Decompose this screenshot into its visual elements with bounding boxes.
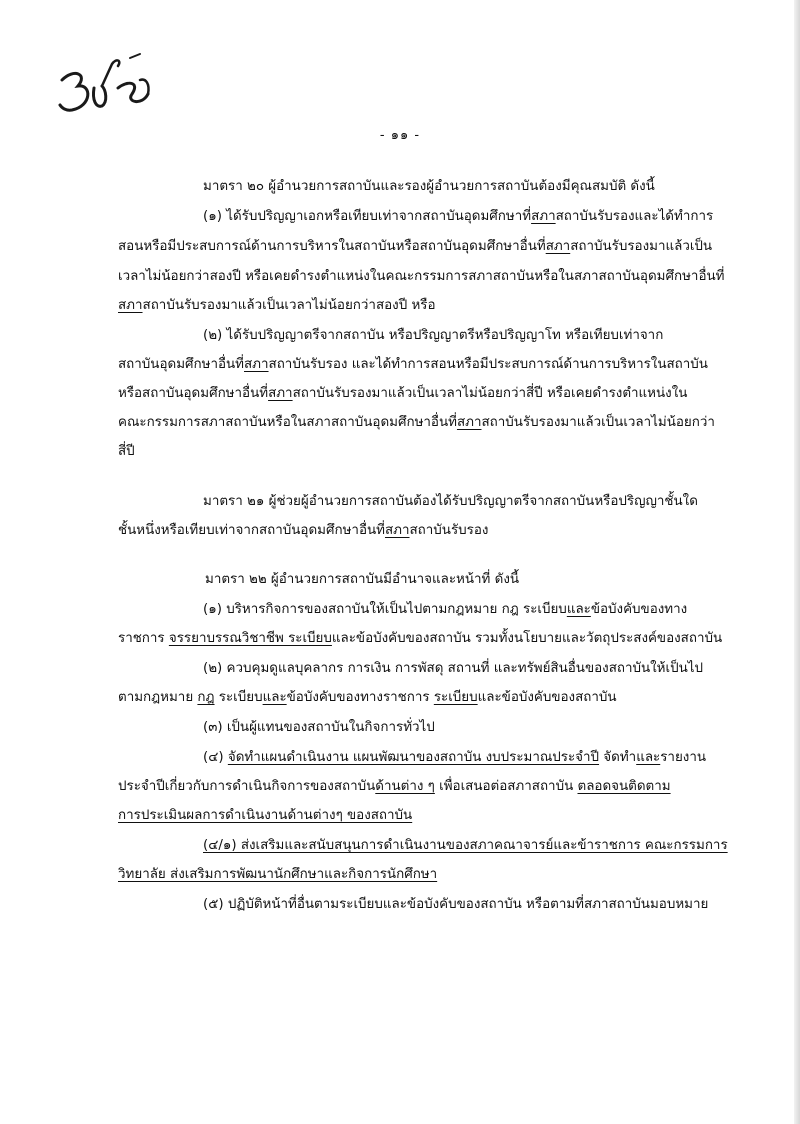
section-22-item-4-line-2 (118, 777, 671, 797)
section-20-item-1-line-3: เวลาไม่น้อยกว่าสองปี หรือเคยดำรงตำแหน่งในคณะกรรมการสภาสถาบันหรือในสภาสถาบันอุดมศึกษาอื่นที่ (118, 269, 725, 284)
section-20-item-2-line-5: สี่ปี (118, 444, 135, 459)
page-number: - ๑๑ - (379, 128, 421, 143)
text-run: สถาบันรับรองและได้ทำการ (555, 209, 714, 224)
section-22-heading: มาตรา ๒๒ ผู้อำนวยการสถาบันมีอำนาจและหน้าที่ ดังนี้ (205, 572, 520, 587)
text-run: คณะกรรมการสภาสถาบันหรือในสภาสถาบันอุดมศึกษาอื่นที่ (118, 415, 457, 430)
text-run: เพื่อเสนอต่อสภาสถาบัน (434, 779, 578, 794)
text-run: (๑) ได้รับปริญญาเอกหรือเทียบเท่าจากสถาบันอุดมศึกษาที่ (203, 209, 532, 224)
section-22-item-2-line-2 (118, 688, 617, 708)
text-run: ข้อบังคับของทางราชการ (286, 690, 434, 705)
scan-edge-shadow (794, 0, 800, 1124)
text-run: สถาบันรับรองมาแล้วเป็นเวลาไม่น้อยกว่าสี่ปี หรือเคยดำรงตำแหน่งใน (292, 386, 688, 401)
section-20-item-1-line-2 (118, 237, 712, 257)
underlined-text: สภา (531, 209, 556, 224)
text-run: สถาบันอุดมศึกษาอื่นที่ (118, 357, 244, 372)
text-run: สถาบันรับรองมาแล้วเป็น (570, 239, 713, 254)
underlined-text: และ (636, 750, 661, 765)
text-run: สอนหรือมีประสบการณ์ด้านการบริหารในสถาบันหรือสถาบันอุดมศึกษาอื่นที่ (118, 239, 546, 254)
text-run: ราชการ (118, 631, 169, 646)
text-run: ประจำปีเกี่ยวกับการดำเนินกิจการของสถาบัน (118, 779, 376, 794)
text-run: ชั้นหนึ่งหรือเทียบเท่าจากสถาบันอุดมศึกษาอื่นที่ (118, 523, 385, 538)
section-20-heading: มาตรา ๒๐ ผู้อำนวยการสถาบันและรองผู้อำนวยการสถาบันต้องมีคุณสมบัติ ดังนี้ (203, 179, 655, 194)
text-run: จัดทำ (599, 750, 637, 765)
text-run: รายงาน (660, 750, 707, 765)
text-run: ระเบียบ (214, 690, 263, 705)
text-run: (๑) บริหารกิจการของสถาบันให้เป็นไปตามกฎหมาย กฎ ระเบียบ (203, 602, 567, 617)
text-run: สถาบันรับรองมาแล้วเป็นเวลาไม่น้อยกว่า (481, 415, 715, 430)
underlined-text: ด้านต่าง ๆ (375, 779, 435, 794)
section-22-item-1-line-1 (203, 600, 687, 620)
section-20-item-2-line-4 (118, 413, 715, 433)
underlined-text: กฎ (197, 690, 215, 705)
text-run: สถาบันรับรอง และได้ทำการสอนหรือมีประสบการณ์ด้านการบริหารในสถาบัน (268, 357, 708, 372)
section-22-item-5: (๕) ปฏิบัติหน้าที่อื่นตามระเบียบและข้อบังคับของสถาบัน หรือตามที่สภาสถาบันมอบหมาย (203, 897, 709, 912)
text-run: และข้อบังคับของสถาบัน รวมทั้งนโยบายและวัตถุประสงค์ของสถาบัน (331, 631, 723, 646)
underlined-text: สภา (244, 357, 269, 372)
underlined-text: สภา (268, 386, 293, 401)
section-22-item-1-line-2 (118, 629, 722, 649)
text-run: (๔) (203, 750, 228, 765)
underlined-text: และ (262, 690, 287, 705)
section-20-item-2-line-1: (๒) ได้รับปริญญาตรีจากสถาบัน หรือปริญญาตรีหรือปริญญาโท หรือเทียบเท่าจาก (203, 328, 664, 343)
section-22-item-4-line-1 (203, 748, 706, 768)
section-22-item-4-line-3: การประเมินผลการดำเนินงานด้านต่างๆ ของสถาบัน (118, 808, 413, 823)
section-22-item-4-1-line-1: (๔/๑) ส่งเสริมและสนับสนุนการดำเนินงานของสภาคณาจารย์และข้าราชการ คณะกรรมการ (203, 838, 728, 853)
section-20-item-2-line-3 (118, 384, 687, 404)
section-21-line-2 (118, 521, 488, 541)
text-run: ตามกฎหมาย (118, 690, 198, 705)
section-22-item-2-line-1: (๒) ควบคุมดูแลบุคลากร การเงิน การพัสดุ สถานที่ และทรัพย์สินอื่นของสถาบันให้เป็นไป (203, 661, 703, 676)
underlined-text: ระเบียบ (433, 690, 478, 705)
underlined-text: จรรยาบรรณวิชาชีพ ระเบียบ (168, 631, 332, 646)
underlined-text: สภา (456, 415, 482, 430)
handwritten-annotation (52, 50, 172, 130)
underlined-text: สภา (118, 298, 143, 313)
underlined-text: และ (566, 602, 591, 617)
section-21-line-1: มาตรา ๒๑ ผู้ช่วยผู้อำนวยการสถาบันต้องได้รับปริญญาตรีจากสถาบันหรือปริญญาชั้นใด (203, 494, 698, 509)
text-run: สถาบันรับรองมาแล้วเป็นเวลาไม่น้อยกว่าสองปี หรือ (142, 298, 436, 313)
section-20-item-1-line-4 (118, 296, 436, 316)
section-20-item-2-line-2 (118, 355, 708, 375)
text-run: และข้อบังคับของสถาบัน (477, 690, 617, 705)
text-run: ข้อบังคับของทาง (590, 602, 688, 617)
underlined-text: สภา (384, 523, 410, 538)
section-20-item-1-line-1 (203, 207, 713, 227)
underlined-text: ตลอดจนติดตาม (577, 779, 671, 794)
section-22-item-4-1-line-2: วิทยาลัย ส่งเสริมการพัฒนานักศึกษาและกิจการนักศึกษา (118, 867, 438, 882)
text-run: หรือสถาบันอุดมศึกษาอื่นที่ (118, 386, 269, 401)
text-run: สถาบันรับรอง (409, 523, 489, 538)
section-22-item-3: (๓) เป็นผู้แทนของสถาบันในกิจการทั่วไป (203, 720, 435, 735)
underlined-text: สภา (545, 239, 571, 254)
underlined-text: จัดทำแผนดำเนินงาน แผนพัฒนาของสถาบัน งบประมาณประจำปี (227, 750, 600, 765)
